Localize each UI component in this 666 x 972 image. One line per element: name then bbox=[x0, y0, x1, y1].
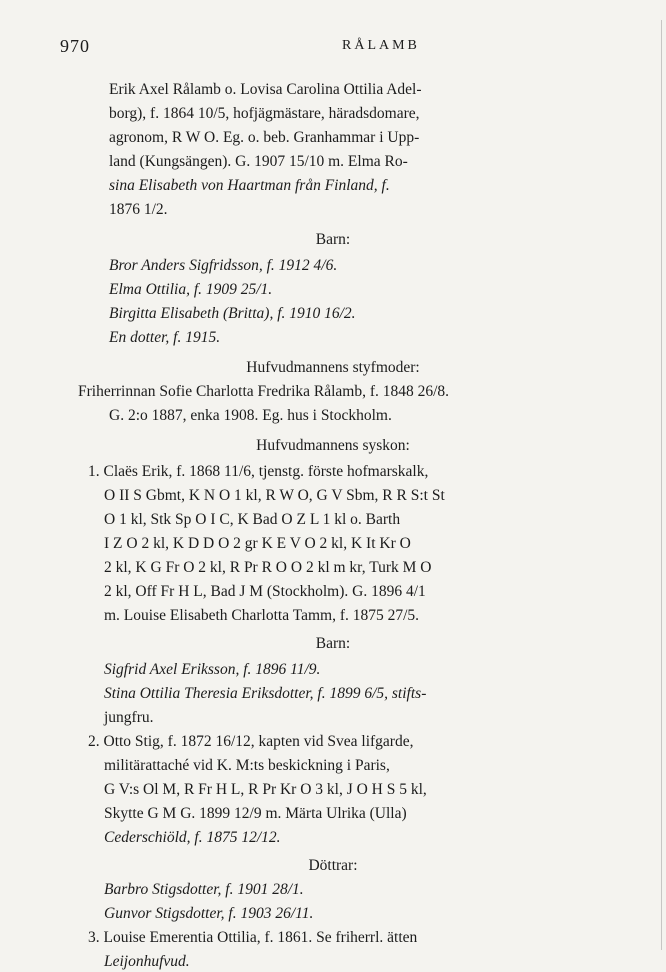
text-line: Barbro Stigsdotter, f. 1901 28/1. bbox=[104, 881, 304, 898]
text-line: 3. Louise Emerentia Ottilia, f. 1861. Se friherrl. ätten bbox=[88, 929, 418, 946]
section-heading: Hufvudmannens syskon: bbox=[256, 437, 410, 454]
text-line: Sigfrid Axel Eriksson, f. 1896 11/9. bbox=[104, 661, 321, 678]
text-line: O II S Gbmt, K N O 1 kl, R W O, G V Sbm, R R S:t St bbox=[104, 487, 445, 504]
section-heading: Hufvudmannens styfmoder: bbox=[246, 359, 420, 376]
text-line: Elma Ottilia, f. 1909 25/1. bbox=[109, 281, 273, 298]
text-line: O 1 kl, Stk Sp O I C, K Bad O Z L 1 kl o. Barth bbox=[104, 511, 401, 528]
page-number: 970 bbox=[60, 36, 90, 56]
text-line: Erik Axel Rålamb o. Lovisa Carolina Ottilia Adel- bbox=[109, 81, 422, 98]
text-line: 2 kl, K G Fr O 2 kl, R Pr R O O 2 kl m kr, Turk M O bbox=[104, 559, 432, 576]
text-line: land (Kungsängen). G. 1907 15/10 m. Elma Ro- bbox=[109, 153, 408, 170]
text-line: m. Louise Elisabeth Charlotta Tamm, f. 1875 27/5. bbox=[104, 607, 420, 624]
text-line: jungfru. bbox=[104, 709, 154, 726]
text-line: agronom, R W O. Eg. o. beb. Granhammar i Upp- bbox=[109, 129, 420, 146]
text-line: Gunvor Stigsdotter, f. 1903 26/11. bbox=[104, 905, 314, 922]
page-header bbox=[60, 36, 646, 56]
text-line: Friherrinnan Sofie Charlotta Fredrika Rålamb, f. 1848 26/8. bbox=[78, 383, 450, 400]
text-line: militärattaché vid K. M:ts beskickning i Paris, bbox=[104, 757, 390, 774]
text-line: Cederschiöld, f. 1875 12/12. bbox=[104, 829, 281, 846]
text-line: 2. Otto Stig, f. 1872 16/12, kapten vid Svea lifgarde, bbox=[88, 733, 414, 750]
text-line: Bror Anders Sigfridsson, f. 1912 4/6. bbox=[109, 257, 338, 274]
section-heading: Döttrar: bbox=[308, 857, 358, 874]
text-line: Birgitta Elisabeth (Britta), f. 1910 16/2. bbox=[109, 305, 356, 322]
text-line: 1876 1/2. bbox=[109, 201, 168, 218]
text-line: G. 2:o 1887, enka 1908. Eg. hus i Stockholm. bbox=[109, 407, 392, 424]
text-line: borg), f. 1864 10/5, hofjägmästare, häradsdomare, bbox=[109, 105, 420, 122]
text-line: I Z O 2 kl, K D D O 2 gr K E V O 2 kl, K It Kr O bbox=[104, 535, 411, 552]
text-line: En dotter, f. 1915. bbox=[109, 329, 221, 346]
text-line: 2 kl, Off Fr H L, Bad J M (Stockholm). G. 1896 4/1 bbox=[104, 583, 426, 600]
text-line: Stina Ottilia Theresia Eriksdotter, f. 1899 6/5, stifts- bbox=[104, 685, 427, 702]
section-heading: Barn: bbox=[315, 635, 351, 652]
text-line: Skytte G M G. 1899 12/9 m. Märta Ulrika (Ulla) bbox=[104, 805, 407, 822]
text-line: G V:s Ol M, R Fr H L, R Pr Kr O 3 kl, J O H S 5 kl, bbox=[104, 781, 427, 798]
section-heading: Barn: bbox=[315, 231, 351, 248]
text-line: sina Elisabeth von Haartman från Finland, f. bbox=[109, 177, 390, 194]
text-line: 1. Claës Erik, f. 1868 11/6, tjenstg. förste hofmarskalk, bbox=[88, 463, 429, 480]
text-line: Leijonhufvud. bbox=[104, 953, 190, 970]
running-head: RÅLAMB bbox=[342, 38, 420, 53]
